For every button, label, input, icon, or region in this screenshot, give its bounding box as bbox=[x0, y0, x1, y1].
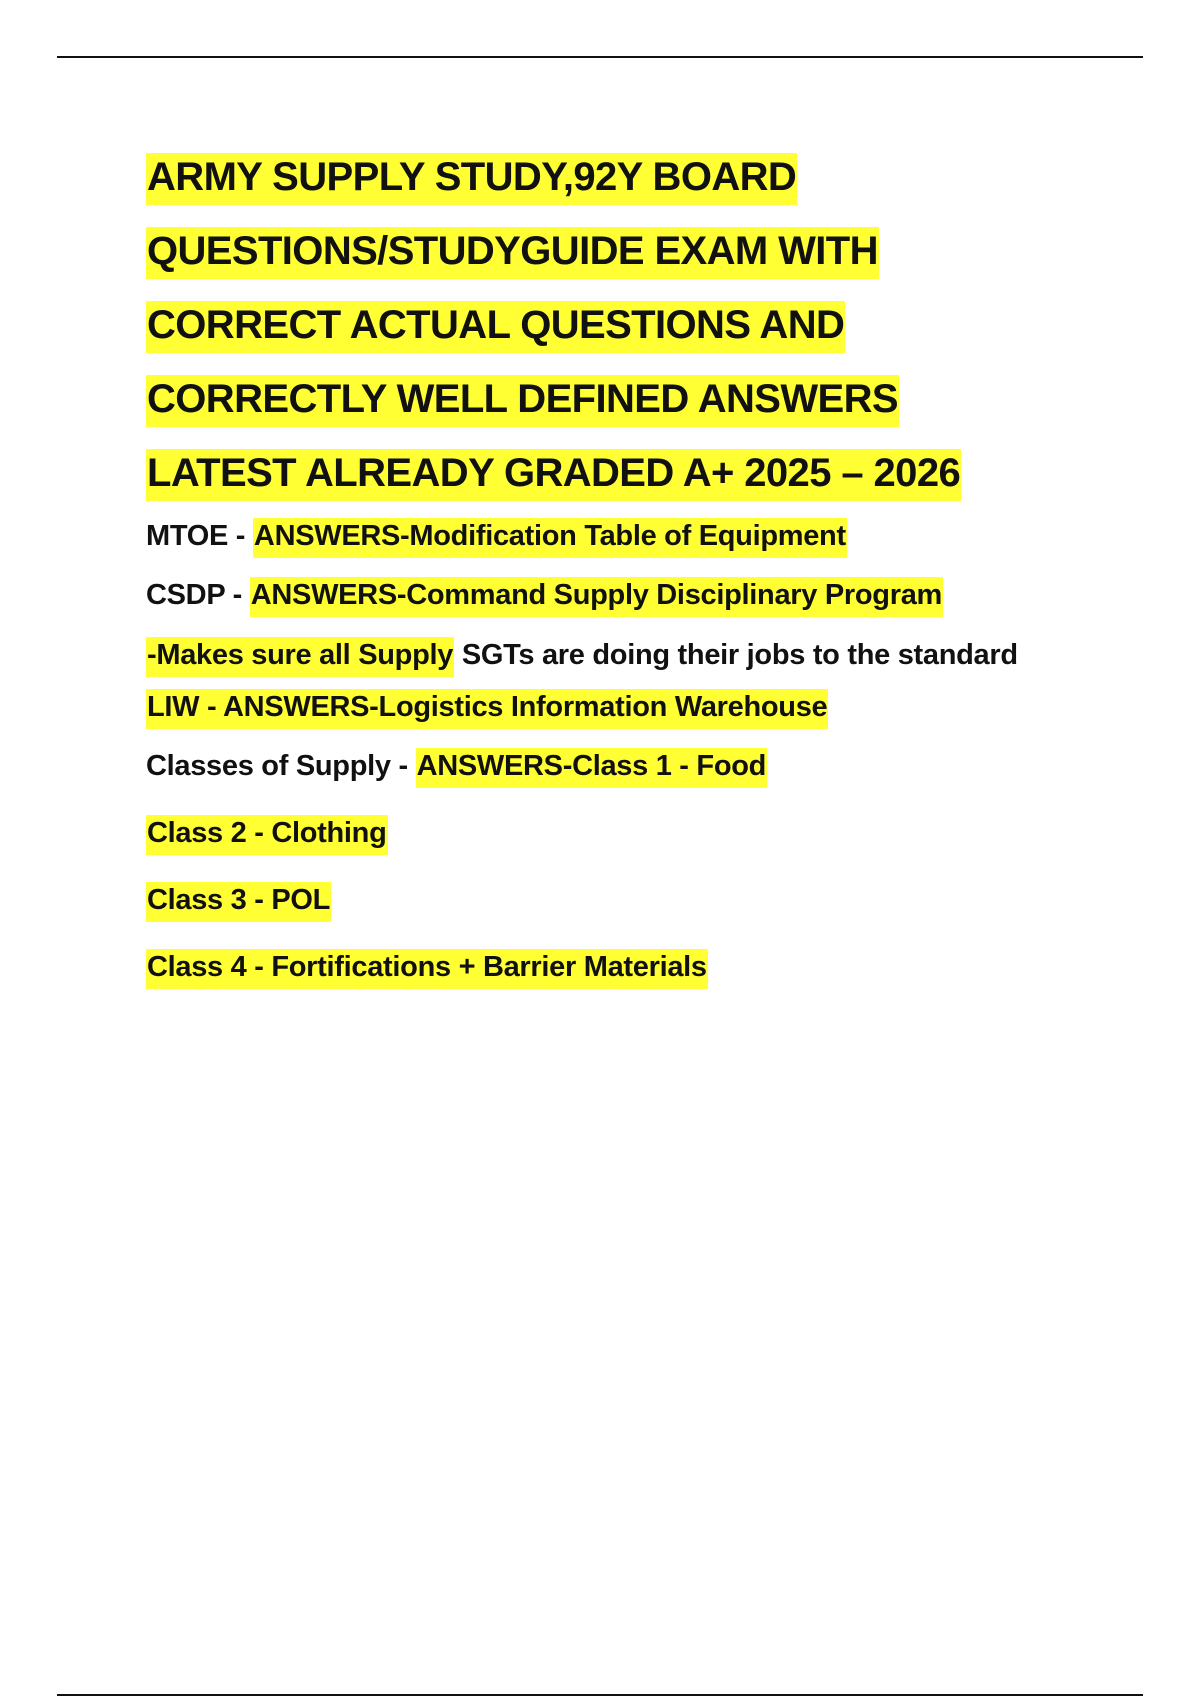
class-item bbox=[146, 800, 1106, 867]
question-answer-list bbox=[146, 510, 1106, 1001]
title-line: CORRECTLY WELL DEFINED ANSWERS bbox=[146, 375, 899, 427]
footer-rule bbox=[57, 1694, 1143, 1696]
qa-entry-liw bbox=[146, 681, 1106, 733]
class-item bbox=[146, 867, 1106, 934]
document-body bbox=[146, 140, 1106, 1001]
title-line: CORRECT ACTUAL QUESTIONS AND bbox=[146, 301, 845, 353]
detail-csdp-highlighted: -Makes sure all Supply bbox=[146, 637, 454, 677]
class-item-label: Class 3 - POL bbox=[146, 882, 331, 922]
header-rule bbox=[57, 56, 1143, 58]
term-classes: Classes of Supply - bbox=[146, 750, 416, 782]
qa-entry-classes bbox=[146, 733, 1106, 800]
qa-entry-mtoe bbox=[146, 510, 1106, 562]
class-item bbox=[146, 934, 1106, 1001]
title-line: ARMY SUPPLY STUDY,92Y BOARD bbox=[146, 153, 797, 205]
class-item-label: Class 4 - Fortifications + Barrier Materials bbox=[146, 949, 708, 989]
qa-entry-csdp bbox=[146, 562, 1106, 629]
answer-csdp: ANSWERS-Command Supply Disciplinary Program bbox=[250, 577, 943, 617]
document-title bbox=[146, 140, 1106, 510]
answer-liw: LIW - ANSWERS-Logistics Information Warehouse bbox=[146, 689, 828, 729]
detail-csdp-plain: SGTs are doing their jobs to the standard bbox=[454, 639, 1018, 671]
term-mtoe: MTOE - bbox=[146, 520, 253, 552]
title-line: LATEST ALREADY GRADED A+ 2025 – 2026 bbox=[146, 449, 961, 501]
term-csdp: CSDP - bbox=[146, 579, 250, 611]
title-line: QUESTIONS/STUDYGUIDE EXAM WITH bbox=[146, 227, 879, 279]
class-item-label: Class 2 - Clothing bbox=[146, 815, 388, 855]
qa-detail-csdp bbox=[146, 629, 1106, 681]
answer-mtoe: ANSWERS-Modification Table of Equipment bbox=[253, 518, 847, 558]
answer-classes: ANSWERS-Class 1 - Food bbox=[416, 748, 768, 788]
